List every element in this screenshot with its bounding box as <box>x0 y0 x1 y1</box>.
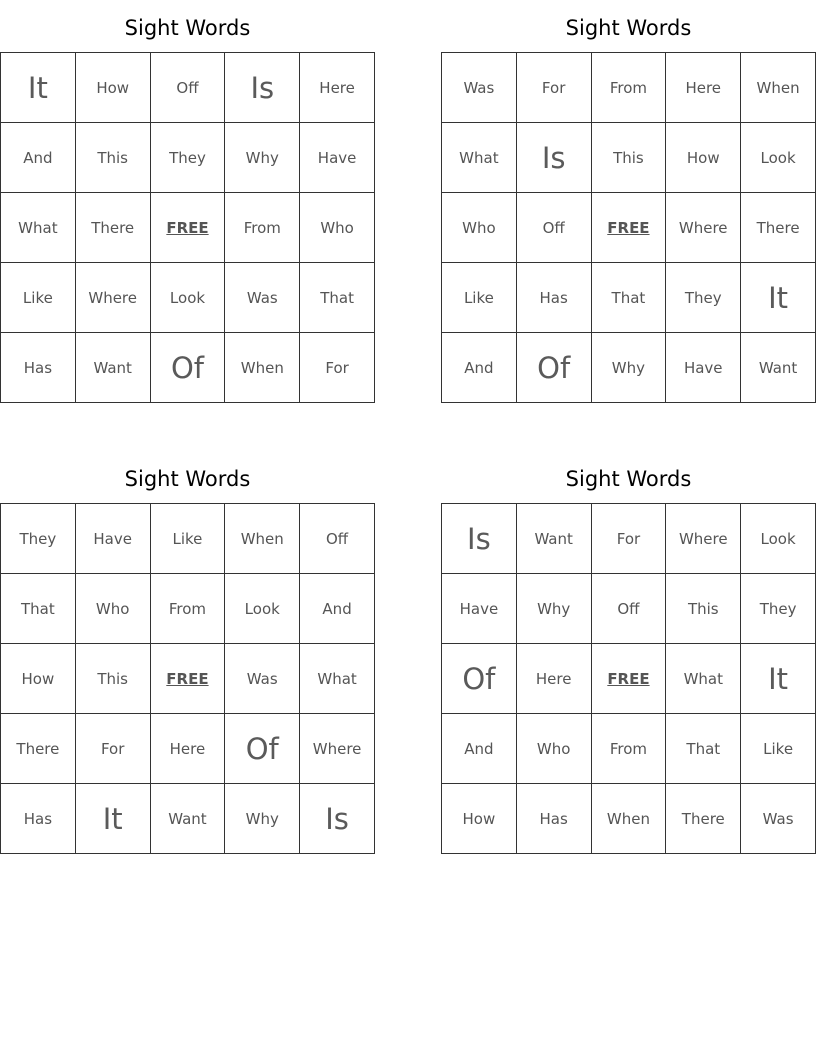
word-cell: Where <box>666 193 741 263</box>
grid-row <box>442 263 816 333</box>
word-cell: For <box>591 504 666 574</box>
word-cell: From <box>225 193 300 263</box>
grid-row <box>1 504 375 574</box>
card-title: Sight Words <box>124 16 251 40</box>
word-cell: They <box>1 504 76 574</box>
word-cell: Who <box>442 193 517 263</box>
word-cell: How <box>666 123 741 193</box>
word-cell: There <box>666 784 741 854</box>
word-cell: Look <box>225 574 300 644</box>
word-cell: Want <box>741 333 816 403</box>
grid-row <box>1 644 375 714</box>
word-cell: From <box>150 574 225 644</box>
grid-row <box>1 714 375 784</box>
word-cell: Why <box>225 784 300 854</box>
word-cell: That <box>300 263 375 333</box>
word-cell: And <box>300 574 375 644</box>
word-cell: Like <box>741 714 816 784</box>
word-cell: Like <box>1 263 76 333</box>
grid-row <box>1 53 375 123</box>
word-cell: This <box>75 123 150 193</box>
bingo-grid <box>441 503 816 854</box>
word-cell: Off <box>516 193 591 263</box>
word-cell: Was <box>442 53 517 123</box>
word-cell: They <box>150 123 225 193</box>
word-cell: How <box>1 644 76 714</box>
word-cell: There <box>1 714 76 784</box>
word-cell: Have <box>300 123 375 193</box>
word-cell: Want <box>516 504 591 574</box>
free-space: FREE <box>591 644 666 714</box>
word-cell: Look <box>741 123 816 193</box>
word-cell: Who <box>516 714 591 784</box>
word-cell: Why <box>225 123 300 193</box>
word-cell: Of <box>225 714 300 784</box>
grid-row <box>442 123 816 193</box>
word-cell: From <box>591 714 666 784</box>
grid-row <box>1 263 375 333</box>
word-cell: Off <box>591 574 666 644</box>
word-cell: This <box>666 574 741 644</box>
grid-row <box>1 333 375 403</box>
word-cell: Was <box>225 263 300 333</box>
grid-row <box>442 53 816 123</box>
word-cell: From <box>591 53 666 123</box>
word-cell: And <box>442 333 517 403</box>
word-cell: Is <box>225 53 300 123</box>
word-cell: Of <box>516 333 591 403</box>
word-cell: Off <box>300 504 375 574</box>
word-cell: Where <box>75 263 150 333</box>
bingo-card-4 <box>441 459 816 859</box>
word-cell: What <box>666 644 741 714</box>
bingo-grid <box>441 52 816 403</box>
word-cell: When <box>741 53 816 123</box>
word-cell: What <box>442 123 517 193</box>
word-cell: For <box>75 714 150 784</box>
grid-row <box>442 574 816 644</box>
word-cell: Have <box>666 333 741 403</box>
word-cell: For <box>300 333 375 403</box>
free-space: FREE <box>591 193 666 263</box>
word-cell: When <box>225 504 300 574</box>
word-cell: Was <box>225 644 300 714</box>
word-cell: It <box>75 784 150 854</box>
word-cell: Was <box>741 784 816 854</box>
word-cell: There <box>75 193 150 263</box>
card-title: Sight Words <box>565 467 692 491</box>
word-cell: Have <box>442 574 517 644</box>
word-cell: Have <box>75 504 150 574</box>
word-cell: How <box>75 53 150 123</box>
word-cell: Want <box>150 784 225 854</box>
word-cell: This <box>75 644 150 714</box>
word-cell: When <box>591 784 666 854</box>
word-cell: Off <box>150 53 225 123</box>
word-cell: Here <box>300 53 375 123</box>
word-cell: Who <box>75 574 150 644</box>
word-cell: Like <box>150 504 225 574</box>
bingo-grid <box>0 503 375 854</box>
word-cell: Is <box>442 504 517 574</box>
grid-row <box>442 504 816 574</box>
card-title: Sight Words <box>565 16 692 40</box>
bingo-card-3 <box>0 459 375 859</box>
word-cell: Is <box>300 784 375 854</box>
word-cell: When <box>225 333 300 403</box>
word-cell: Where <box>666 504 741 574</box>
grid-row <box>442 333 816 403</box>
word-cell: Is <box>516 123 591 193</box>
word-cell: They <box>666 263 741 333</box>
grid-row <box>1 193 375 263</box>
word-cell: Of <box>150 333 225 403</box>
word-cell: Has <box>1 784 76 854</box>
word-cell: Here <box>666 53 741 123</box>
grid-row <box>1 123 375 193</box>
word-cell: How <box>442 784 517 854</box>
bingo-grid <box>0 52 375 403</box>
word-cell: There <box>741 193 816 263</box>
word-cell: Like <box>442 263 517 333</box>
free-space: FREE <box>150 644 225 714</box>
grid-row <box>442 644 816 714</box>
word-cell: What <box>1 193 76 263</box>
word-cell: Has <box>516 263 591 333</box>
grid-row <box>442 784 816 854</box>
word-cell: That <box>666 714 741 784</box>
word-cell: It <box>741 644 816 714</box>
word-cell: For <box>516 53 591 123</box>
word-cell: Here <box>516 644 591 714</box>
word-cell: It <box>741 263 816 333</box>
word-cell: Has <box>1 333 76 403</box>
word-cell: That <box>1 574 76 644</box>
grid-row <box>1 574 375 644</box>
word-cell: Want <box>75 333 150 403</box>
word-cell: Why <box>591 333 666 403</box>
free-space: FREE <box>150 193 225 263</box>
word-cell: Look <box>741 504 816 574</box>
grid-row <box>1 784 375 854</box>
grid-row <box>442 193 816 263</box>
word-cell: Look <box>150 263 225 333</box>
bingo-card-2 <box>441 8 816 408</box>
word-cell: That <box>591 263 666 333</box>
card-title: Sight Words <box>124 467 251 491</box>
word-cell: Has <box>516 784 591 854</box>
word-cell: They <box>741 574 816 644</box>
word-cell: This <box>591 123 666 193</box>
word-cell: Where <box>300 714 375 784</box>
word-cell: It <box>1 53 76 123</box>
word-cell: Of <box>442 644 517 714</box>
word-cell: What <box>300 644 375 714</box>
word-cell: Why <box>516 574 591 644</box>
word-cell: And <box>442 714 517 784</box>
word-cell: Who <box>300 193 375 263</box>
grid-row <box>442 714 816 784</box>
word-cell: And <box>1 123 76 193</box>
bingo-card-1 <box>0 8 375 408</box>
word-cell: Here <box>150 714 225 784</box>
